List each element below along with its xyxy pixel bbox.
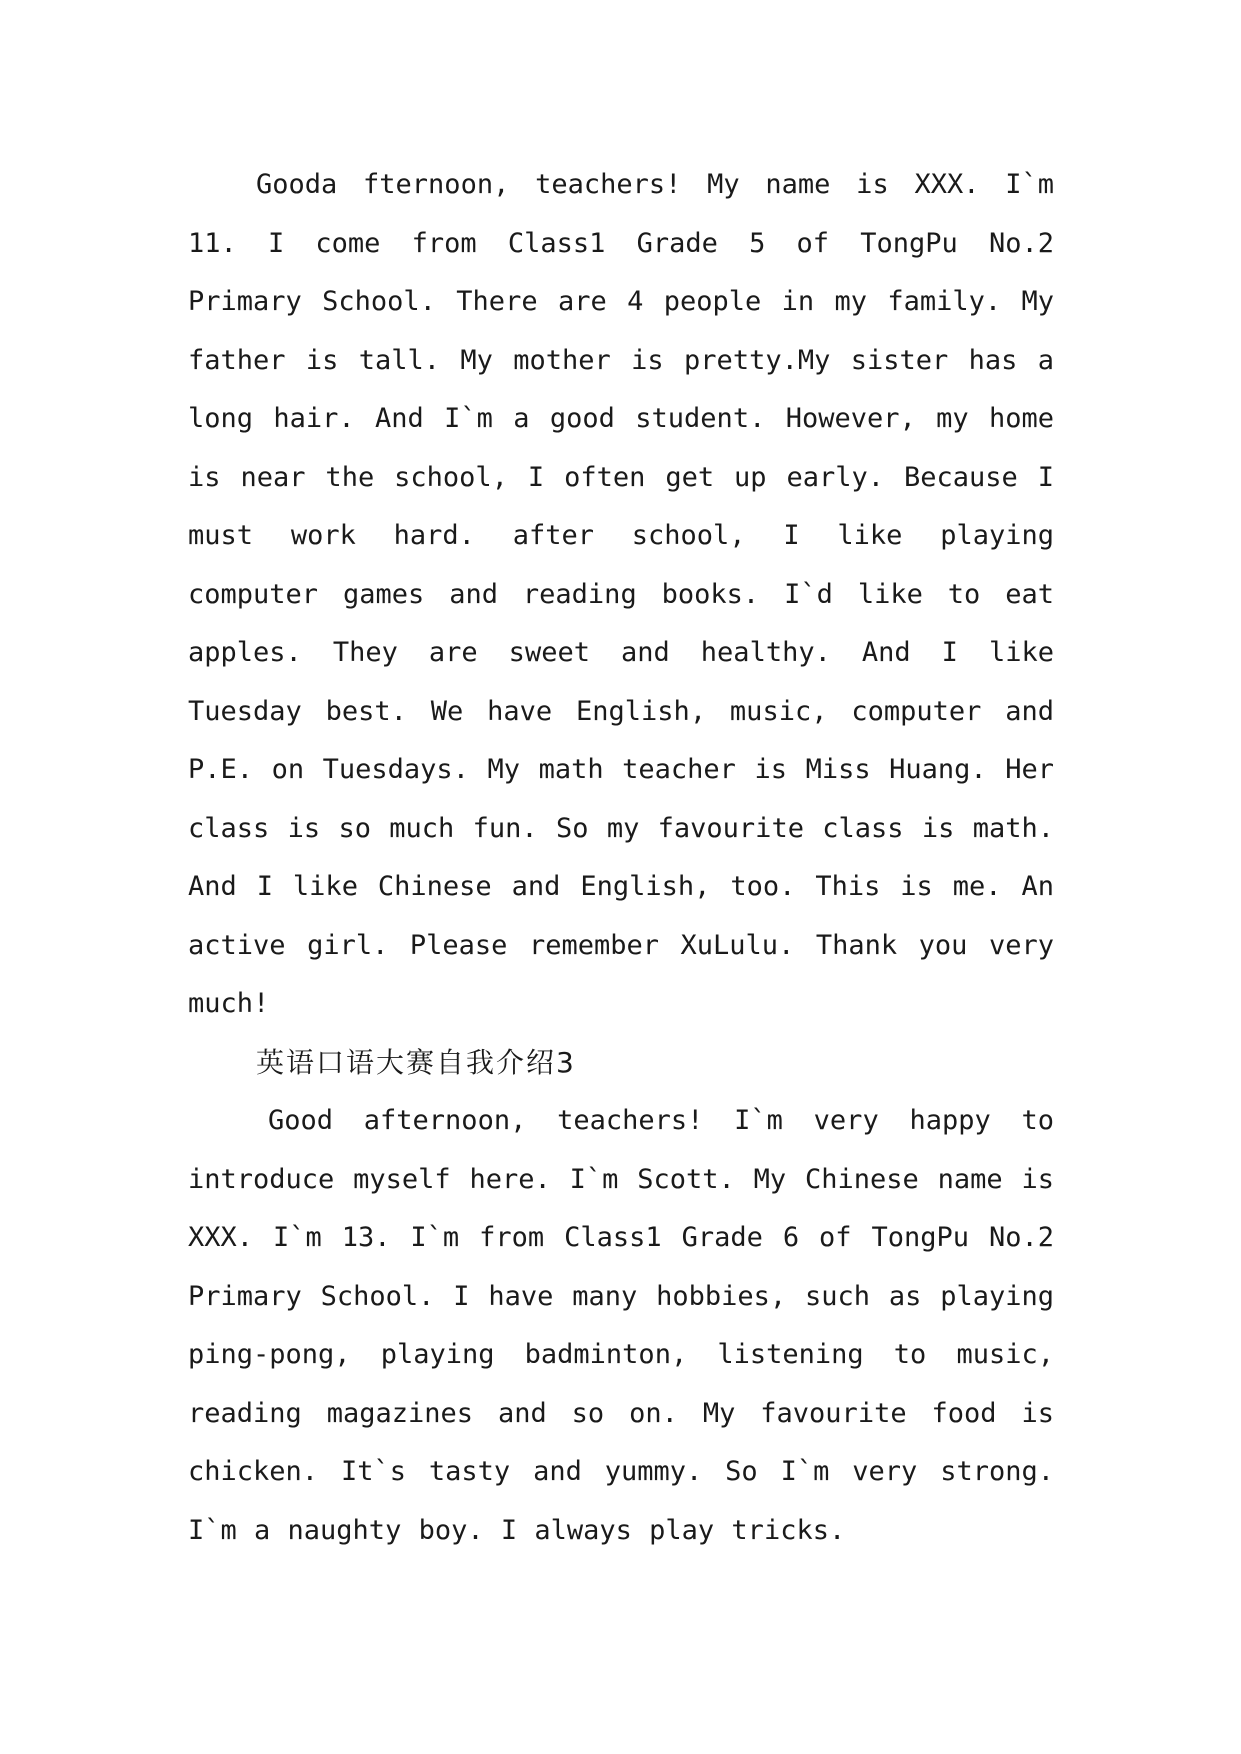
paragraph-self-introduction-3: Good afternoon, teachers! I`m very happy to introduce myself here. I`m Scott. My Chinese name is XXX. I`m 13. I`m from Class1 Grade 6 of TongPu No.2 Primary School. I have many hobbies, such as playing ping-pong, playing badminton, listening to music, reading magazines and so on. My favourite food is chicken. It`s tasty and yummy. So I`m very strong. I`m a naughty boy. I always play tricks.	[188, 1105, 1054, 1546]
document-page	[188, 156, 1054, 1560]
section-heading: 英语口语大赛自我介绍3	[256, 1045, 576, 1079]
paragraph-self-introduction-2: Gooda fternoon, teachers! My name is XXX. I`m 11. I come from Class1 Grade 5 of TongPu No.2 Primary School. There are 4 people in my family. My father is tall. My mother is pretty.My sister has a long hair. And I`m a good student. However, my home is near the school, I often get up early. Because I must work hard. after school, I like playing computer games and reading books. I`d like to eat apples. They are sweet and healthy. And I like Tuesday best. We have English, music, computer and P.E. on Tuesdays. My math teacher is Miss Huang. Her class is so much fun. So my favourite class is math. And I like Chinese and English, too. This is me. An active girl. Please remember XuLulu. Thank you very much!	[188, 169, 1054, 1019]
